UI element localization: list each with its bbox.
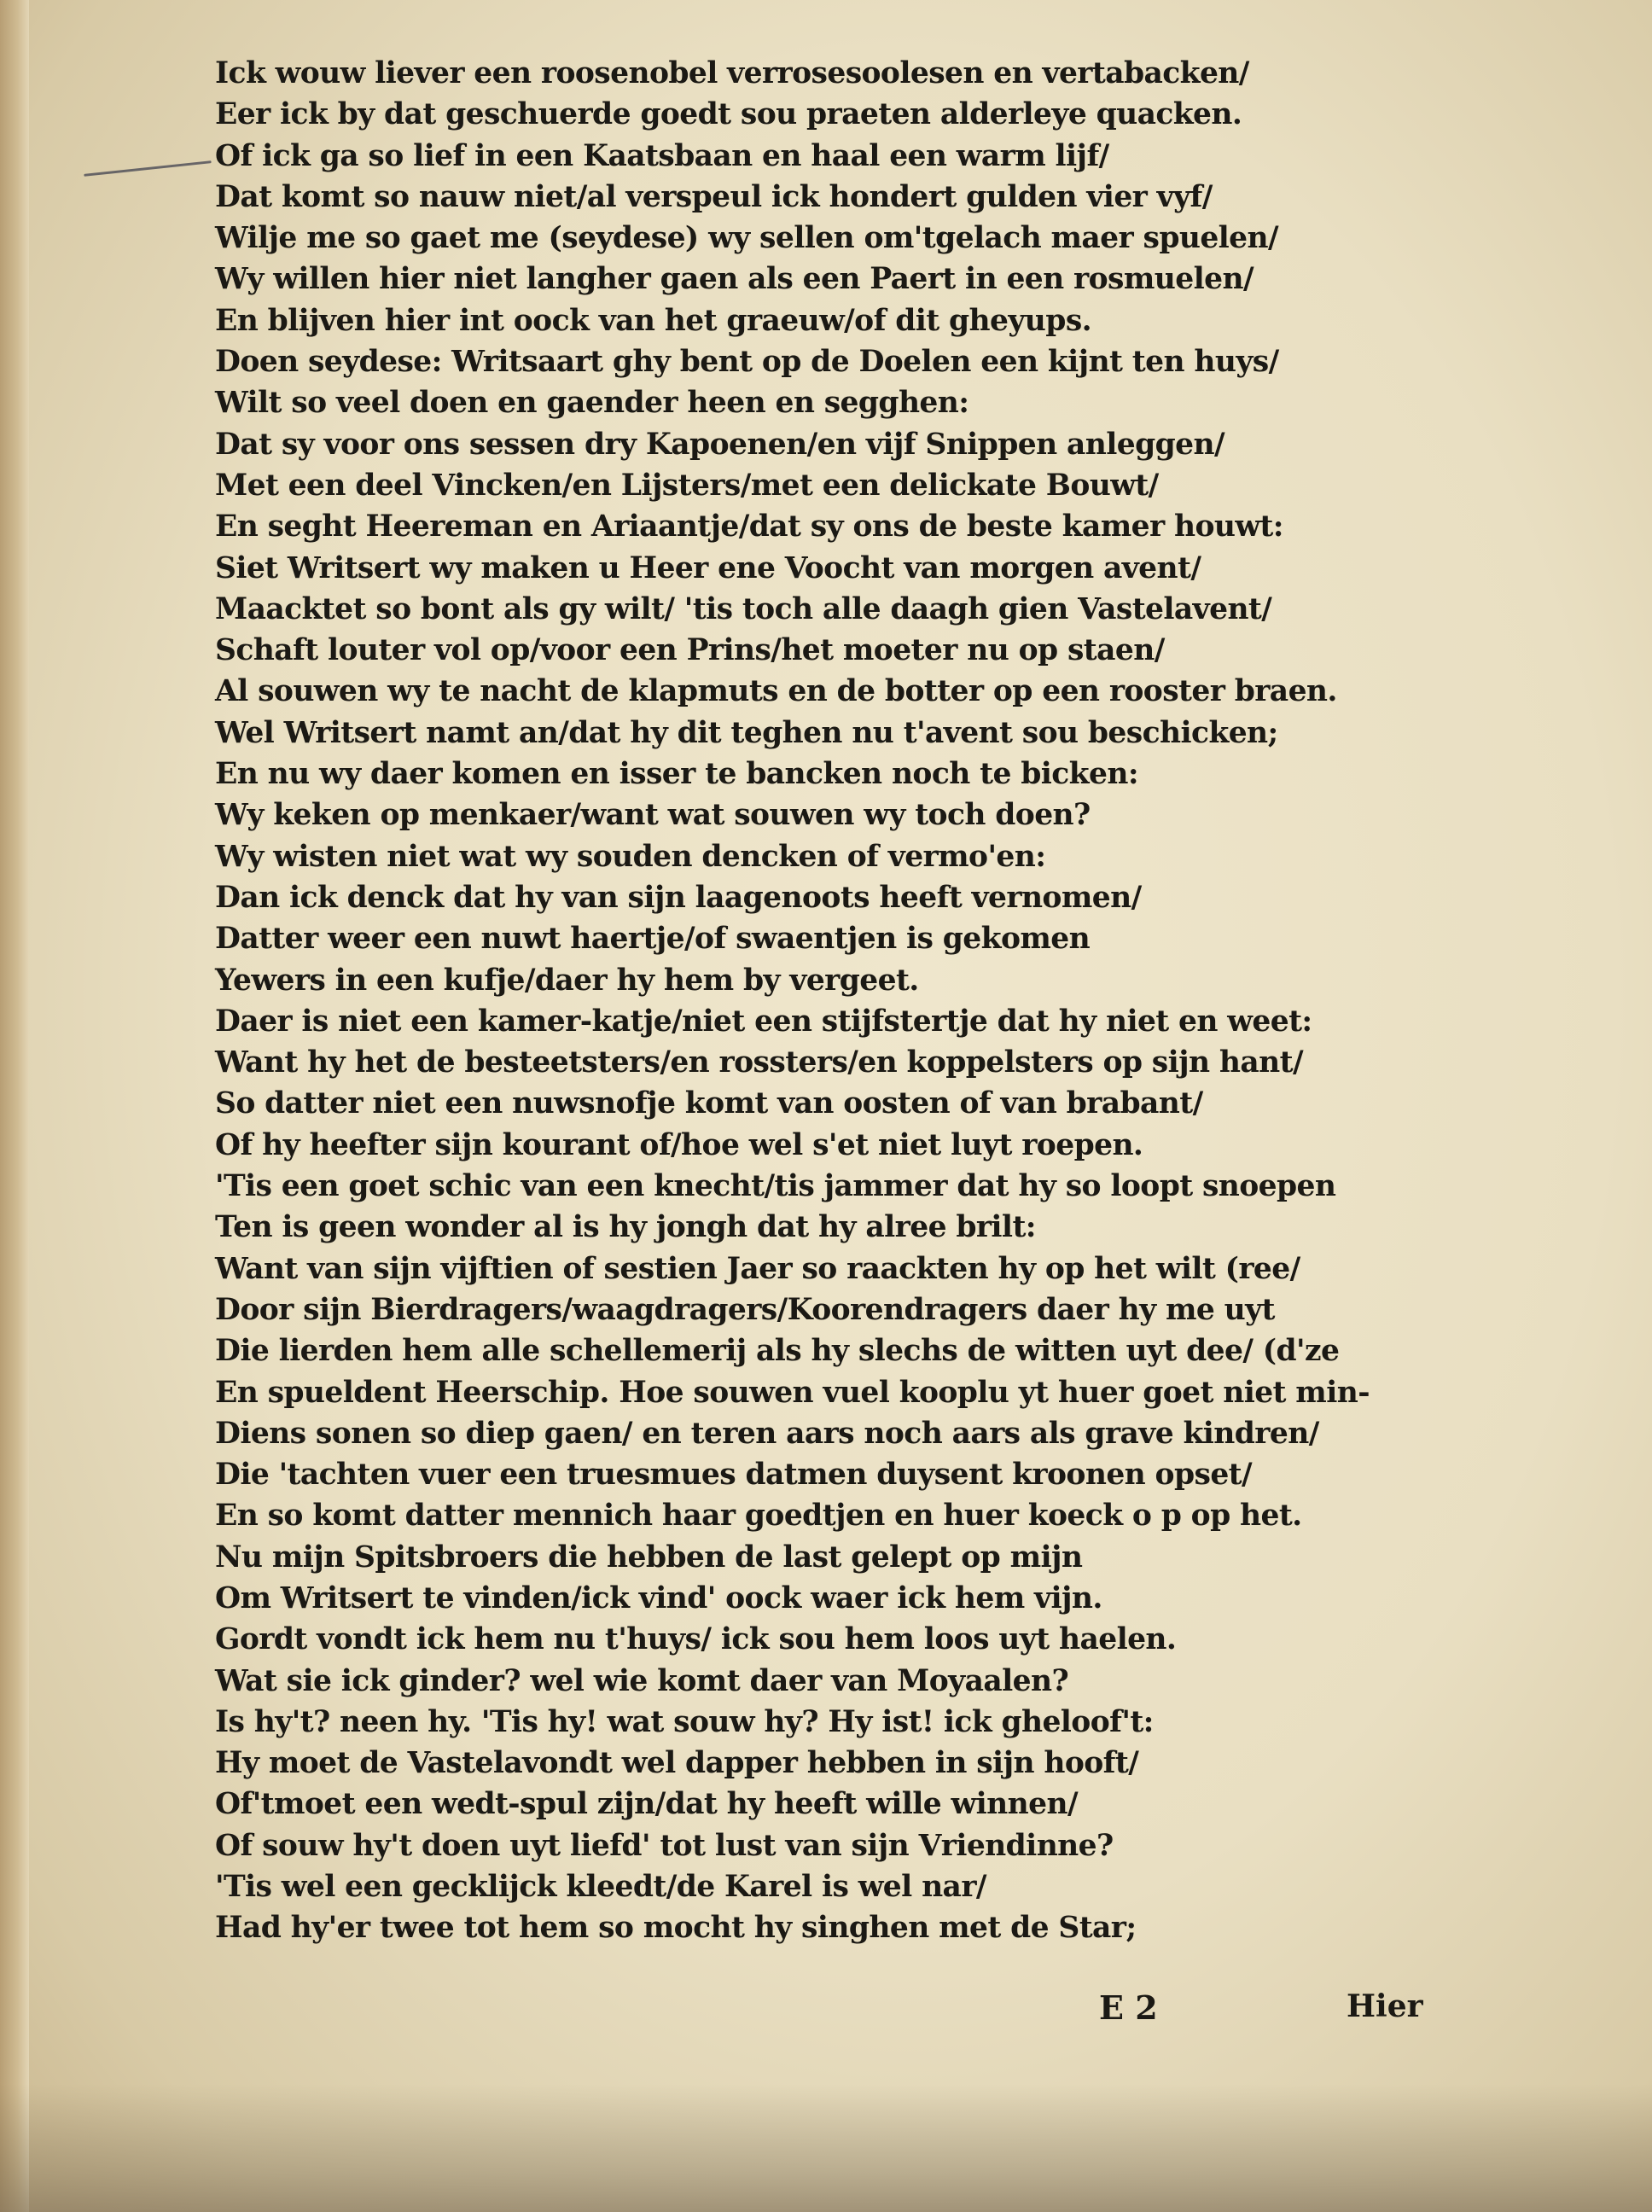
text-line: Siet Writsert wy maken u Heer ene Voocht van morgen avent/ (215, 550, 1201, 585)
text-line: So datter niet een nuwsnofje komt van oosten of van brabant/ (215, 1086, 1203, 1121)
text-line: En spueldent Heerschip. Hoe souwen vuel kooplu yt huer goet niet min- (215, 1375, 1370, 1410)
text-line: Had hy'er twee tot hem so mocht hy singhen met de Star; (215, 1911, 1137, 1946)
text-line: Wel Writsert namt an/dat hy dit teghen nu t'avent sou beschicken; (215, 715, 1278, 750)
text-line: Doen seydese: Writsaart ghy bent op de Doelen een kijnt ten huys/ (215, 345, 1279, 380)
text-line: Wilt so veel doen en gaender heen en segghen: (215, 386, 969, 421)
text-line: Want hy het de besteetsters/en rossters/en koppelsters op sijn hant/ (215, 1045, 1303, 1080)
text-line: Die lierden hem alle schellemerij als hy slechs de witten uyt dee/ (d'ze (215, 1334, 1340, 1369)
text-line: Wy wisten niet wat wy souden dencken of vermo'en: (215, 839, 1046, 874)
text-line: Gordt vondt ick hem nu t'huys/ ick sou hem loos uyt haelen. (215, 1622, 1177, 1657)
text-line: Datter weer een nuwt haertje/of swaentjen is gekomen (215, 922, 1091, 957)
text-line: Door sijn Bierdragers/waagdragers/Koorendragers daer hy me uyt (215, 1292, 1275, 1327)
text-line: Wilje me so gaet me (seydese) wy sellen om'tgelach maer spuelen/ (215, 221, 1279, 256)
text-line: 'Tis een goet schic van een knecht/tis jammer dat hy so loopt snoepen (215, 1169, 1336, 1204)
text-line: Die 'tachten vuer een truesmues datmen duysent kroonen opset/ (215, 1458, 1253, 1493)
text-line: Want van sijn vijftien of sestien Jaer so raackten hy op het wilt (ree/ (215, 1251, 1300, 1286)
page-binding-edge (0, 0, 29, 2212)
text-line: Hy moet de Vastelavondt wel dapper hebben in sijn hooft/ (215, 1746, 1139, 1781)
text-line: Ick wouw liever een roosenobel verrosesoolesen en vertabacken/ (215, 56, 1249, 90)
text-line: Om Writsert te vinden/ick vind' oock waer ick hem vijn. (215, 1580, 1102, 1615)
page-bottom-shadow (0, 2084, 1652, 2212)
text-line: Dat komt so nauw niet/al verspeul ick hondert gulden vier vyf/ (215, 179, 1213, 214)
text-line: Wy keken op menkaer/want wat souwen wy toch doen? (215, 798, 1091, 833)
text-line: Schaft louter vol op/voor een Prins/het moeter nu op staen/ (215, 633, 1165, 668)
text-line: Dan ick denck dat hy van sijn laagenoots heeft vernomen/ (215, 880, 1142, 915)
text-line: Dat sy voor ons sessen dry Kapoenen/en vijf Snippen anleggen/ (215, 427, 1224, 462)
signature-mark: E 2 (1099, 1988, 1158, 2027)
text-line: Met een deel Vincken/en Lijsters/met een delickate Bouwt/ (215, 468, 1159, 503)
text-line: Diens sonen so diep gaen/ en teren aars noch aars als grave kindren/ (215, 1416, 1319, 1451)
text-line: Yewers in een kufje/daer hy hem by vergeet. (215, 963, 919, 998)
text-line: Of ick ga so lief in een Kaatsbaan en haal een warm lijf/ (215, 138, 1109, 173)
text-line: Al souwen wy te nacht de klapmuts en de botter op een rooster braen. (215, 674, 1337, 709)
text-line: Of'tmoet een wedt-spul zijn/dat hy heeft wille winnen/ (215, 1787, 1078, 1822)
text-line: Nu mijn Spitsbroers die hebben de last gelept op mijn (215, 1540, 1083, 1575)
text-line: Maacktet so bont als gy wilt/ 'tis toch alle daagh gien Vastelavent/ (215, 591, 1272, 626)
text-line: Ten is geen wonder al is hy jongh dat hy alree brilt: (215, 1210, 1036, 1245)
printed-text-block (215, 53, 1452, 1949)
text-line: En so komt datter mennich haar goedtjen en huer koeck o p op het. (215, 1499, 1302, 1534)
catchword: Hier (1347, 1988, 1423, 2024)
text-line: En blijven hier int oock van het graeuw/of dit gheyups. (215, 303, 1092, 338)
text-line: 'Tis wel een gecklijck kleedt/de Karel is wel nar/ (215, 1870, 986, 1905)
page-footer (0, 1988, 1652, 2040)
text-line: Of hy heefter sijn kourant of/hoe wel s'et niet luyt roepen. (215, 1127, 1143, 1162)
text-line: Is hy't? neen hy. 'Tis hy! wat souw hy? Hy ist! ick gheloof't: (215, 1704, 1154, 1739)
text-line: Daer is niet een kamer-katje/niet een stijfstertje dat hy niet en weet: (215, 1004, 1312, 1039)
text-line: Wat sie ick ginder? wel wie komt daer van Moyaalen? (215, 1663, 1069, 1698)
text-line: Wy willen hier niet langher gaen als een Paert in een rosmuelen/ (215, 262, 1254, 297)
pencil-margin-mark (84, 160, 211, 177)
text-line: Of souw hy't doen uyt liefd' tot lust van sijn Vriendinne? (215, 1828, 1114, 1863)
text-line: En seght Heereman en Ariaantje/dat sy ons de beste kamer houwt: (215, 509, 1283, 544)
text-line: En nu wy daer komen en isser te bancken noch te bicken: (215, 757, 1138, 792)
text-line: Eer ick by dat geschuerde goedt sou praeten alderleye quacken. (215, 97, 1242, 132)
